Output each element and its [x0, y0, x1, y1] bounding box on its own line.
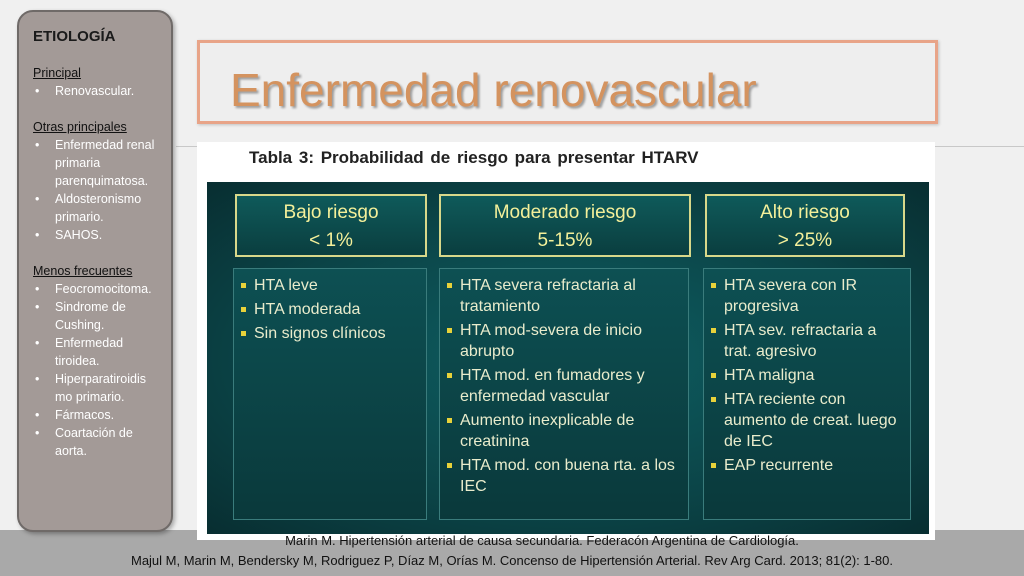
- list-item: HTA sev. refractaria a trat. agresivo: [710, 320, 904, 362]
- list-item: HTA leve: [240, 275, 420, 296]
- list-item: HTA moderada: [240, 299, 420, 320]
- list-item: • Aldosteronismo primario.: [33, 190, 163, 226]
- section-title-menos: Menos frecuentes: [33, 264, 133, 278]
- list-item: • Feocromocitoma.: [33, 280, 163, 298]
- header-high-risk: [705, 194, 905, 257]
- page-title: Enfermedad renovascular: [230, 64, 757, 116]
- header-low-risk: [235, 194, 427, 257]
- list-item: • Renovascular.: [33, 82, 163, 100]
- list-item: • SAHOS.: [33, 226, 163, 244]
- reference-2: Majul M, Marin M, Bendersky M, Rodriguez P, Díaz M, Orías M. Concenso de Hipertensión Arterial. Rev Arg Card. 2013; 81(2): 1-80.: [130, 553, 894, 568]
- list-item: HTA severa con IR progresiva: [710, 275, 904, 317]
- risk-table-panel: [197, 142, 935, 540]
- column-low-risk: [233, 268, 427, 520]
- header-value: 5-15%: [537, 230, 593, 251]
- table-caption: Tabla 3: Probabilidad de riesgo para presentar HTARV: [249, 148, 699, 167]
- list-item: HTA maligna: [710, 365, 904, 386]
- sidebar-heading: ETIOLOGÍA: [33, 28, 116, 45]
- list-item: HTA mod-severa de inicio abrupto: [446, 320, 682, 362]
- header-moderate-risk: [439, 194, 691, 257]
- reference-1: Marin M. Hipertensión arterial de causa secundaria. Federacón Argentina de Cardiología.: [285, 533, 799, 548]
- title-box: [197, 40, 938, 124]
- etiology-sidebar: [17, 10, 173, 532]
- list-item: HTA reciente con aumento de creat. luego de IEC: [710, 389, 904, 452]
- list-item: • Coartación de aorta.: [33, 424, 163, 460]
- list-item: HTA severa refractaria al tratamiento: [446, 275, 682, 317]
- list-item: EAP recurrente: [710, 455, 904, 476]
- header-value: > 25%: [777, 230, 833, 251]
- list-item: • Sindrome de Cushing.: [33, 298, 163, 334]
- list-item: Aumento inexplicable de creatinina: [446, 410, 682, 452]
- list-item: • Enfermedad renal primaria parenquimatosa.: [33, 136, 163, 190]
- list-item: Sin signos clínicos: [240, 323, 420, 344]
- section-list-otras: [33, 136, 163, 244]
- column-moderate-risk: [439, 268, 689, 520]
- section-list-principal: [33, 82, 163, 100]
- risk-table: [207, 182, 929, 534]
- column-high-risk: [703, 268, 911, 520]
- list-item: HTA mod. en fumadores y enfermedad vascular: [446, 365, 682, 407]
- list-item: HTA mod. con buena rta. a los IEC: [446, 455, 682, 497]
- list-item: • Fármacos.: [33, 406, 163, 424]
- section-title-principal: Principal: [33, 66, 81, 80]
- header-value: < 1%: [309, 230, 353, 251]
- section-list-menos: [33, 280, 163, 460]
- header-label: Moderado riesgo: [493, 202, 637, 223]
- section-title-otras: Otras principales: [33, 120, 127, 134]
- list-item: • Hiperparatiroidis mo primario.: [33, 370, 163, 406]
- list-item: • Enfermedad tiroidea.: [33, 334, 163, 370]
- references: [0, 531, 1024, 571]
- header-label: Bajo riesgo: [283, 202, 379, 223]
- header-label: Alto riesgo: [760, 202, 850, 223]
